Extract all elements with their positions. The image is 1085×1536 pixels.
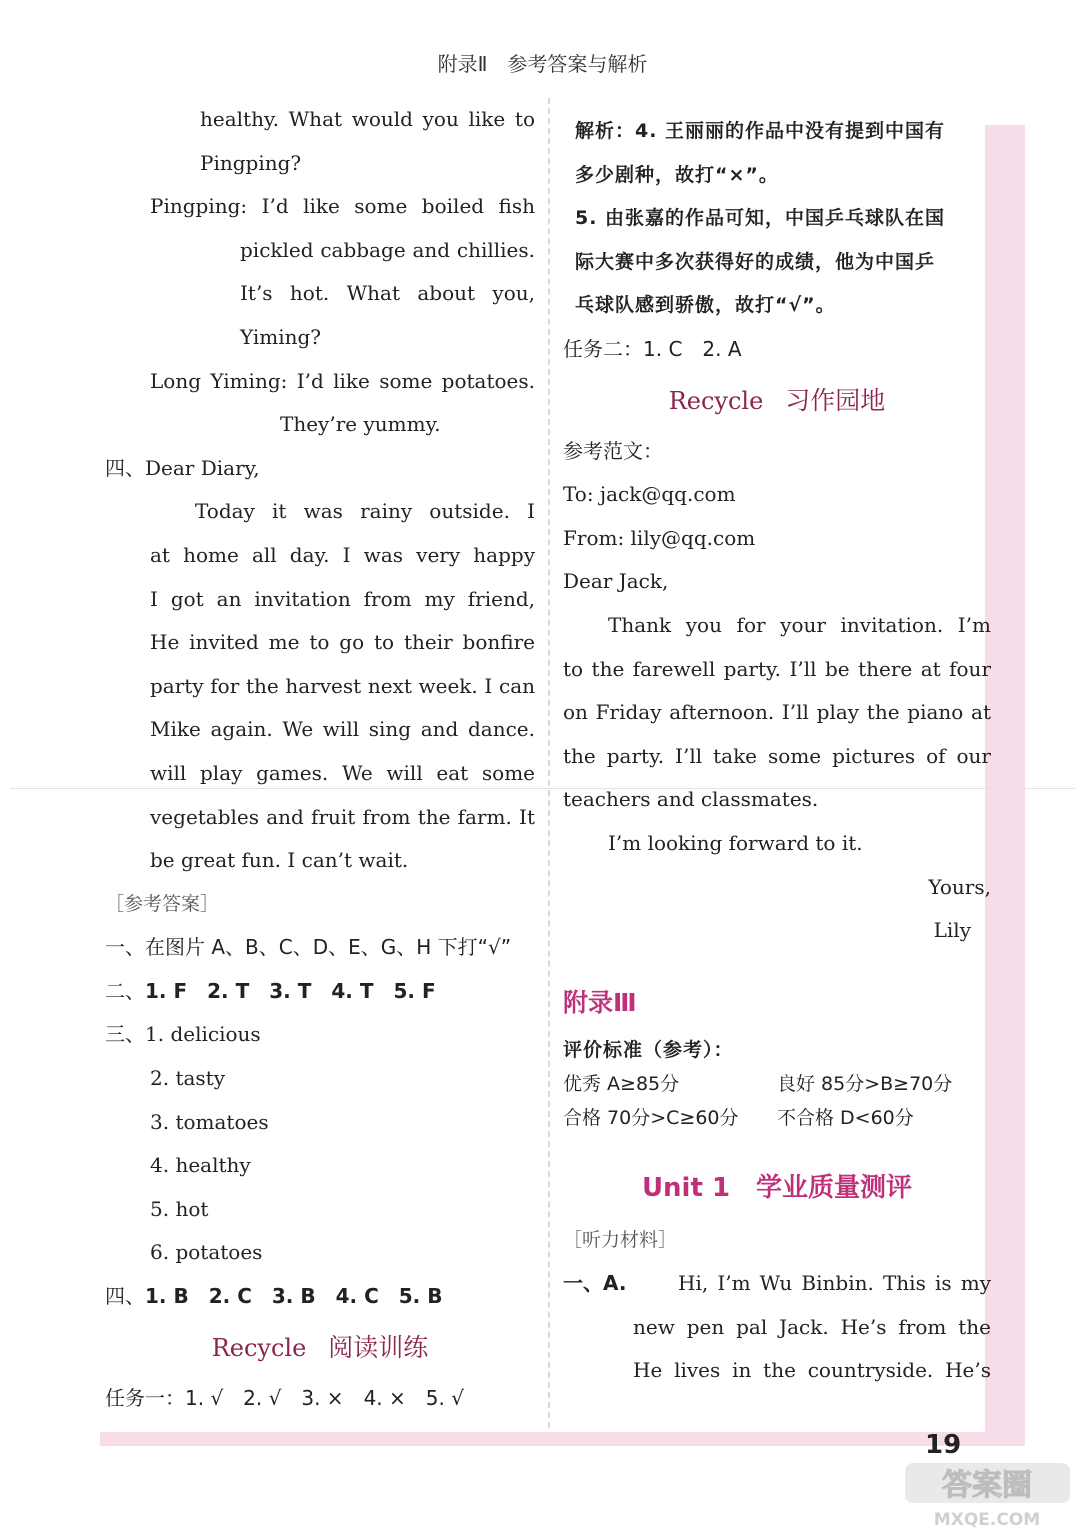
- answer-3-item: 3. tomatoes: [150, 1109, 269, 1134]
- email-line: teachers and classmates.: [563, 787, 819, 812]
- analysis-line: 多少剧种，故打“×”。: [575, 163, 779, 186]
- dialogue-line: pickled cabbage and chillies.: [240, 237, 535, 262]
- watermark-cn: 答案圈: [942, 1468, 1032, 1503]
- answers-label: ［参考答案］: [105, 892, 220, 915]
- dialogue-line: Pingping?: [200, 150, 302, 175]
- left-column: [105, 98, 535, 1420]
- diary-line: will play games. We will eat some: [150, 760, 535, 785]
- answer-2-prefix: 二、: [105, 978, 145, 1003]
- page-number: 19: [925, 1430, 962, 1460]
- dialogue-line: healthy. What would you like to: [200, 107, 535, 131]
- sample-label: 参考范文：: [563, 438, 663, 463]
- criteria-label: [563, 1033, 991, 1067]
- analysis-line: 5. 由张嘉的作品可知，中国乒乓球队在国: [575, 207, 946, 230]
- section-heading-writing: [563, 372, 991, 430]
- criteria-row: [563, 1067, 991, 1101]
- email-closing: Yours,: [928, 874, 991, 899]
- diary-heading: 四、Dear Diary,: [105, 455, 260, 480]
- analysis-line: 际大赛中多次获得好的成绩，他为中国乒: [575, 250, 936, 273]
- diary-line: He invited me to go to their bonfire: [150, 630, 535, 655]
- analysis-line: 乓球队感到骄傲，故打“√”。: [575, 294, 836, 317]
- answer-2: [105, 970, 535, 1014]
- dialogue-line: Long Yiming: I’d like some potatoes.: [150, 368, 535, 393]
- diary-line: be great fun. I can’t wait.: [150, 848, 409, 873]
- answer-4-values: 1. B 2. C 3. B 4. C 5. B: [145, 1284, 443, 1309]
- dialogue-line: They’re yummy.: [280, 412, 441, 437]
- email-line: on Friday afternoon. I’ll play the piano at: [563, 700, 991, 725]
- criteria-label-text: 评价标准（参考）：: [563, 1038, 734, 1061]
- running-header: 附录Ⅱ 参考答案与解析: [437, 52, 648, 76]
- appendix-3-heading: 附录Ⅲ: [563, 987, 637, 1017]
- email-line: Thank you for your invitation. I’m: [608, 612, 991, 637]
- diary-line: party for the harvest next week. I can: [150, 673, 535, 698]
- section-cn: 习作园地: [785, 385, 886, 415]
- diary-line: at home all day. I was very happy: [150, 542, 535, 567]
- analysis-line: 解析：4. 王丽丽的作品中没有提到中国有: [575, 120, 946, 142]
- question-prefix: 一、A.: [563, 1271, 627, 1296]
- section-en: Recycle: [211, 1333, 307, 1362]
- criteria-item: 不合格 D<60分: [777, 1106, 914, 1129]
- answer-4-prefix: 四、: [105, 1284, 145, 1309]
- unit-1-heading: Unit 1 学业质量测评: [641, 1172, 913, 1203]
- pink-bottom-band: [100, 1432, 1025, 1446]
- section-cn: 阅读训练: [328, 1332, 429, 1362]
- answer-3-item: 5. hot: [150, 1196, 209, 1221]
- email-line: I’m looking forward to it.: [608, 830, 863, 855]
- listening-line: new pen pal Jack. He’s from the: [633, 1314, 991, 1339]
- criteria-item: 合格 70分>C≥60分: [563, 1106, 739, 1129]
- email-line: the party. I’ll take some pictures of our: [563, 743, 991, 768]
- criteria-item: 优秀 A≥85分: [563, 1072, 680, 1095]
- watermark-logo: [905, 1455, 1075, 1530]
- criteria-item: 良好 85分>B≥70分: [777, 1072, 953, 1095]
- diary-line: Mike again. We will sing and dance.: [150, 717, 535, 742]
- task-1: 任务一：1. √ 2. √ 3. × 4. × 5. √: [105, 1385, 464, 1410]
- answer-3-item: 1. delicious: [145, 1022, 261, 1047]
- email-from: From: lily@qq.com: [563, 525, 756, 550]
- task-2: 任务二：1. C 2. A: [563, 336, 742, 361]
- column-divider: [548, 98, 550, 1428]
- email-greeting: Dear Jack,: [563, 569, 669, 594]
- right-column: [563, 98, 991, 1393]
- section-heading-reading: [105, 1319, 535, 1377]
- email-to: To: jack@qq.com: [563, 482, 736, 507]
- watermark-en: MXQE.COM: [933, 1510, 1041, 1530]
- dialogue-line: It’s hot. What about you,: [240, 281, 535, 306]
- diary-line: vegetables and fruit from the farm. It: [150, 804, 535, 829]
- answer-3-item: 2. tasty: [150, 1066, 225, 1091]
- answer-3-prefix: 三、: [105, 1022, 145, 1047]
- answer-4: [105, 1275, 535, 1319]
- diary-line: Today it was rainy outside. I: [195, 499, 535, 524]
- email-line: to the farewell party. I’ll be there at four: [563, 656, 991, 681]
- answer-3: [105, 1013, 535, 1057]
- dialogue-line: Yiming?: [240, 324, 322, 349]
- answer-1: 一、在图片 A、B、C、D、E、G、H 下打“√”: [105, 935, 512, 960]
- email-signature: Lily: [933, 918, 971, 943]
- dialogue-line: Pingping: I’d like some boiled fish: [150, 194, 535, 219]
- answer-2-values: 1. F 2. T 3. T 4. T 5. F: [145, 978, 436, 1003]
- pink-margin-strip: [985, 125, 1025, 1435]
- criteria-row: [563, 1101, 991, 1135]
- answer-3-item: 6. potatoes: [150, 1240, 263, 1265]
- listening-line: [563, 1262, 991, 1306]
- listening-label: ［听力材料］: [563, 1228, 678, 1251]
- diary-line: I got an invitation from my friend,: [150, 586, 535, 611]
- listening-text: Hi, I’m Wu Binbin. This is my: [678, 1271, 991, 1296]
- section-en: Recycle: [668, 386, 764, 415]
- listening-line: He lives in the countryside. He’s: [633, 1358, 991, 1383]
- answer-3-item: 4. healthy: [150, 1153, 251, 1178]
